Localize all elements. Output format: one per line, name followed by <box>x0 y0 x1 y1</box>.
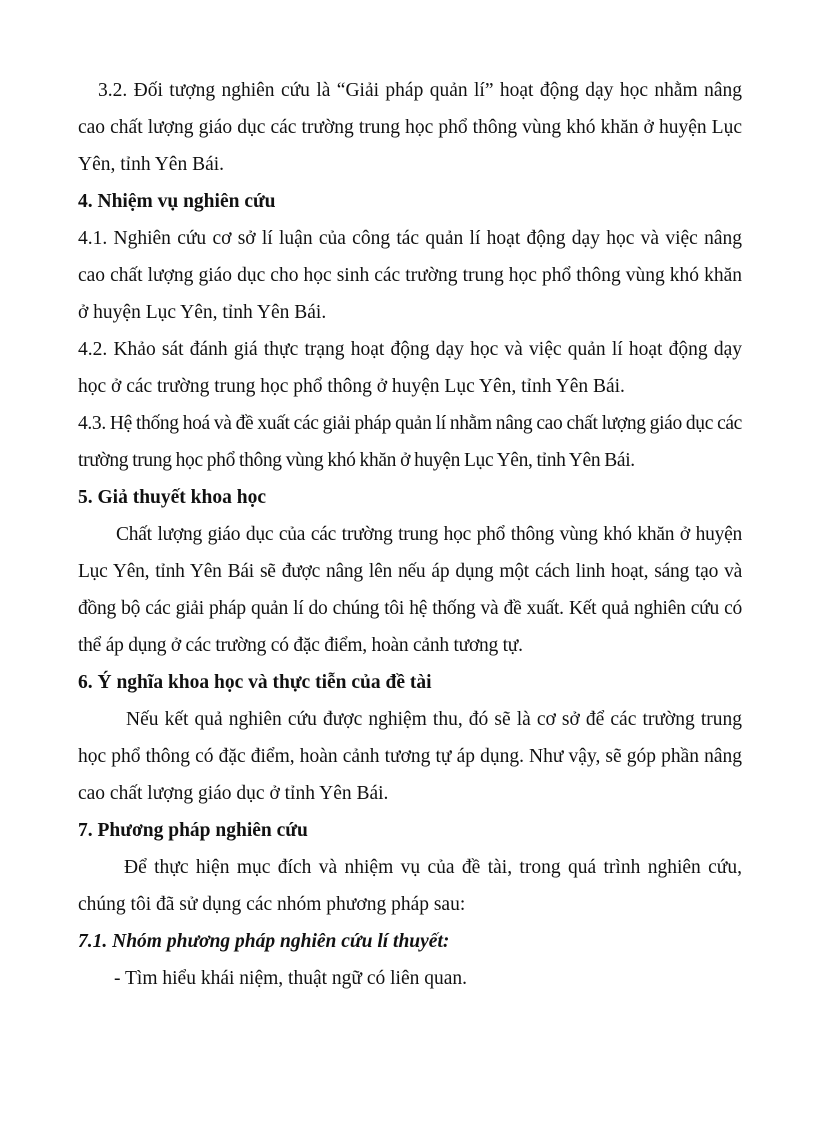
subheading-7-1: 7.1. Nhóm phương pháp nghiên cứu lí thuyết: <box>78 931 450 952</box>
paragraph-4-2: 4.2. Khảo sát đánh giá thực trạng hoạt động dạy học và việc quản lí hoạt động dạy học ở các trường trung học phổ thông ở huyện Lục Yên, tỉnh Yên Bái. <box>78 339 742 397</box>
heading-section-7: 7. Phương pháp nghiên cứu <box>78 820 308 841</box>
paragraph-section-5: Chất lượng giáo dục của các trường trung học phổ thông vùng khó khăn ở huyện Lục Yên, tỉnh Yên Bái sẽ được nâng lên nếu áp dụng một cách linh hoạt, sáng tạo và đồng bộ các giải pháp quản lí do chúng tôi hệ thống và đề xuất. Kết quả nghiên cứu có thể áp dụng ở các trường có đặc điểm, hoàn cảnh tương tự. <box>78 524 742 656</box>
heading-section-5: 5. Giả thuyết khoa học <box>78 487 266 508</box>
document-page <box>78 72 742 997</box>
paragraph-4-3: 4.3. Hệ thống hoá và đề xuất các giải pháp quản lí nhằm nâng cao chất lượng giáo dục các trường trung học phổ thông vùng khó khăn ở huyện Lục Yên, tỉnh Yên Bái. <box>78 413 742 471</box>
paragraph-4-1: 4.1. Nghiên cứu cơ sở lí luận của công tác quản lí hoạt động dạy học và việc nâng cao chất lượng giáo dục cho học sinh các trường trung học phổ thông vùng khó khăn ở huyện Lục Yên, tỉnh Yên Bái. <box>78 228 742 323</box>
paragraph-3-2: 3.2. Đối tượng nghiên cứu là “Giải pháp quản lí” hoạt động dạy học nhằm nâng cao chất lượng giáo dục các trường trung học phổ thông vùng khó khăn ở huyện Lục Yên, tỉnh Yên Bái. <box>78 80 742 175</box>
heading-section-6: 6. Ý nghĩa khoa học và thực tiễn của đề tài <box>78 672 432 693</box>
paragraph-section-6: Nếu kết quả nghiên cứu được nghiệm thu, đó sẽ là cơ sở để các trường trung học phổ thông có đặc điểm, hoàn cảnh tương tự áp dụng. Như vậy, sẽ góp phần nâng cao chất lượng giáo dục ở tỉnh Yên Bái. <box>78 709 742 804</box>
list-item: - Tìm hiểu khái niệm, thuật ngữ có liên quan. <box>114 968 468 989</box>
heading-section-4: 4. Nhiệm vụ nghiên cứu <box>78 191 276 212</box>
paragraph-section-7: Để thực hiện mục đích và nhiệm vụ của đề tài, trong quá trình nghiên cứu, chúng tôi đã sử dụng các nhóm phương pháp sau: <box>78 857 742 915</box>
